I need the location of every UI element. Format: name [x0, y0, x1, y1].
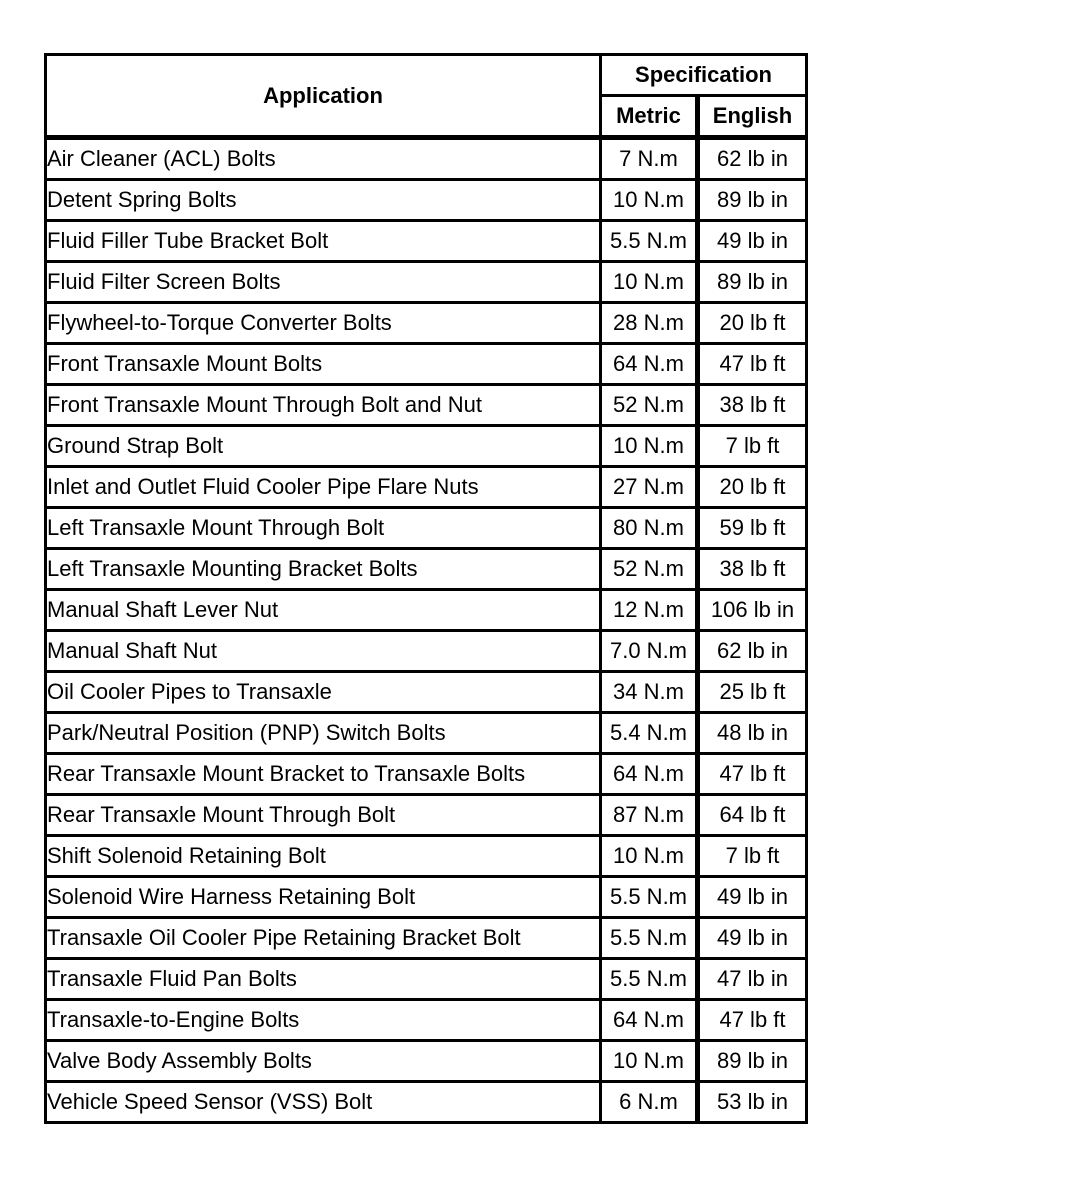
metric-cell: 5.4 N.m — [602, 714, 700, 755]
table-row — [47, 755, 805, 796]
english-cell: 48 lb in — [700, 714, 805, 755]
application-cell: Left Transaxle Mounting Bracket Bolts — [47, 550, 602, 591]
english-cell: 20 lb ft — [700, 304, 805, 345]
metric-cell: 64 N.m — [602, 755, 700, 796]
metric-cell: 10 N.m — [602, 263, 700, 304]
english-cell: 62 lb in — [700, 632, 805, 673]
table-row — [47, 550, 805, 591]
table-row — [47, 140, 805, 181]
application-cell: Detent Spring Bolts — [47, 181, 602, 222]
table-row — [47, 837, 805, 878]
table-row — [47, 468, 805, 509]
table-row — [47, 878, 805, 919]
table-row — [47, 222, 805, 263]
metric-cell: 64 N.m — [602, 345, 700, 386]
application-cell: Transaxle Oil Cooler Pipe Retaining Bracket Bolt — [47, 919, 602, 960]
english-cell: 47 lb in — [700, 960, 805, 1001]
english-cell: 47 lb ft — [700, 345, 805, 386]
english-cell: 53 lb in — [717, 1089, 788, 1114]
application-cell: Park/Neutral Position (PNP) Switch Bolts — [47, 714, 602, 755]
english-cell: 89 lb in — [700, 181, 805, 222]
english-cell: 62 lb in — [700, 140, 805, 181]
english-cell: 7 lb ft — [700, 837, 805, 878]
header-metric: Metric — [602, 97, 700, 140]
table-row — [47, 386, 805, 427]
metric-cell: 6 N.m — [602, 1083, 700, 1121]
metric-cell: 52 N.m — [602, 386, 700, 427]
english-cell: 20 lb ft — [700, 468, 805, 509]
metric-cell: 80 N.m — [602, 509, 700, 550]
application-cell: Ground Strap Bolt — [47, 427, 602, 468]
torque-spec-table — [44, 53, 808, 1124]
english-cell: 25 lb ft — [700, 673, 805, 714]
english-cell: 49 lb in — [700, 222, 805, 263]
table-row — [47, 1042, 805, 1083]
application-cell: Rear Transaxle Mount Bracket to Transaxle Bolts — [47, 755, 602, 796]
english-cell: 38 lb ft — [700, 550, 805, 591]
table-row — [47, 345, 805, 386]
application-cell: Transaxle-to-Engine Bolts — [47, 1001, 602, 1042]
application-cell: Transaxle Fluid Pan Bolts — [47, 960, 602, 1001]
application-cell: Fluid Filler Tube Bracket Bolt — [47, 222, 602, 263]
table-row — [47, 632, 805, 673]
table-row — [47, 919, 805, 960]
application-cell: Left Transaxle Mount Through Bolt — [47, 509, 602, 550]
table-row — [47, 1001, 805, 1042]
table-row — [47, 796, 805, 837]
application-cell: Manual Shaft Lever Nut — [47, 591, 602, 632]
english-cell: 59 lb ft — [700, 509, 805, 550]
metric-cell: 28 N.m — [602, 304, 700, 345]
metric-cell: 34 N.m — [602, 673, 700, 714]
metric-cell: 5.5 N.m — [602, 878, 700, 919]
metric-cell: 7 N.m — [602, 140, 700, 181]
english-cell: 89 lb in — [700, 263, 805, 304]
english-cell: 38 lb ft — [700, 386, 805, 427]
metric-cell: 10 N.m — [602, 427, 700, 468]
application-cell: Inlet and Outlet Fluid Cooler Pipe Flare Nuts — [47, 468, 602, 509]
english-cell: 47 lb ft — [700, 1001, 805, 1042]
english-cell: 47 lb ft — [700, 755, 805, 796]
english-cell: 89 lb in — [700, 1042, 805, 1083]
table-row — [47, 591, 805, 632]
application-cell: Rear Transaxle Mount Through Bolt — [47, 796, 602, 837]
metric-cell: 10 N.m — [602, 181, 700, 222]
table-row — [47, 509, 805, 550]
metric-cell: 12 N.m — [602, 591, 700, 632]
table-row — [47, 181, 805, 222]
header-specification: Specification — [602, 56, 805, 97]
english-cell: 64 lb ft — [700, 796, 805, 837]
header-application: Application — [47, 56, 602, 140]
metric-cell: 10 N.m — [602, 1042, 700, 1083]
table-row — [47, 673, 805, 714]
english-cell: 106 lb in — [700, 591, 805, 632]
metric-cell: 7.0 N.m — [602, 632, 700, 673]
metric-cell: 64 N.m — [602, 1001, 700, 1042]
table-row — [47, 263, 805, 304]
application-cell: Shift Solenoid Retaining Bolt — [47, 837, 602, 878]
metric-cell: 52 N.m — [602, 550, 700, 591]
english-cell: 49 lb in — [700, 878, 805, 919]
metric-cell: 10 N.m — [602, 837, 700, 878]
header-english: English — [700, 97, 805, 140]
english-cell: 49 lb in — [700, 919, 805, 960]
table-row — [47, 304, 805, 345]
application-cell: Oil Cooler Pipes to Transaxle — [47, 673, 602, 714]
table-body — [47, 140, 805, 1121]
application-cell: Valve Body Assembly Bolts — [47, 1042, 602, 1083]
english-cell: 7 lb ft — [700, 427, 805, 468]
application-cell: Front Transaxle Mount Bolts — [47, 345, 602, 386]
metric-cell: 5.5 N.m — [602, 919, 700, 960]
metric-cell: 5.5 N.m — [602, 960, 700, 1001]
application-cell: Vehicle Speed Sensor (VSS) Bolt — [47, 1083, 602, 1121]
table-row — [47, 1083, 805, 1121]
application-cell: Solenoid Wire Harness Retaining Bolt — [47, 878, 602, 919]
table-row — [47, 960, 805, 1001]
metric-cell: 27 N.m — [602, 468, 700, 509]
header-row-top — [47, 56, 805, 97]
application-cell: Air Cleaner (ACL) Bolts — [47, 140, 602, 181]
metric-cell: 5.5 N.m — [602, 222, 700, 263]
application-cell: Manual Shaft Nut — [47, 632, 602, 673]
table-row — [47, 427, 805, 468]
metric-cell: 87 N.m — [602, 796, 700, 837]
application-cell: Fluid Filter Screen Bolts — [47, 263, 602, 304]
application-cell: Front Transaxle Mount Through Bolt and Nut — [47, 386, 602, 427]
application-cell: Flywheel-to-Torque Converter Bolts — [47, 304, 602, 345]
table-row — [47, 714, 805, 755]
